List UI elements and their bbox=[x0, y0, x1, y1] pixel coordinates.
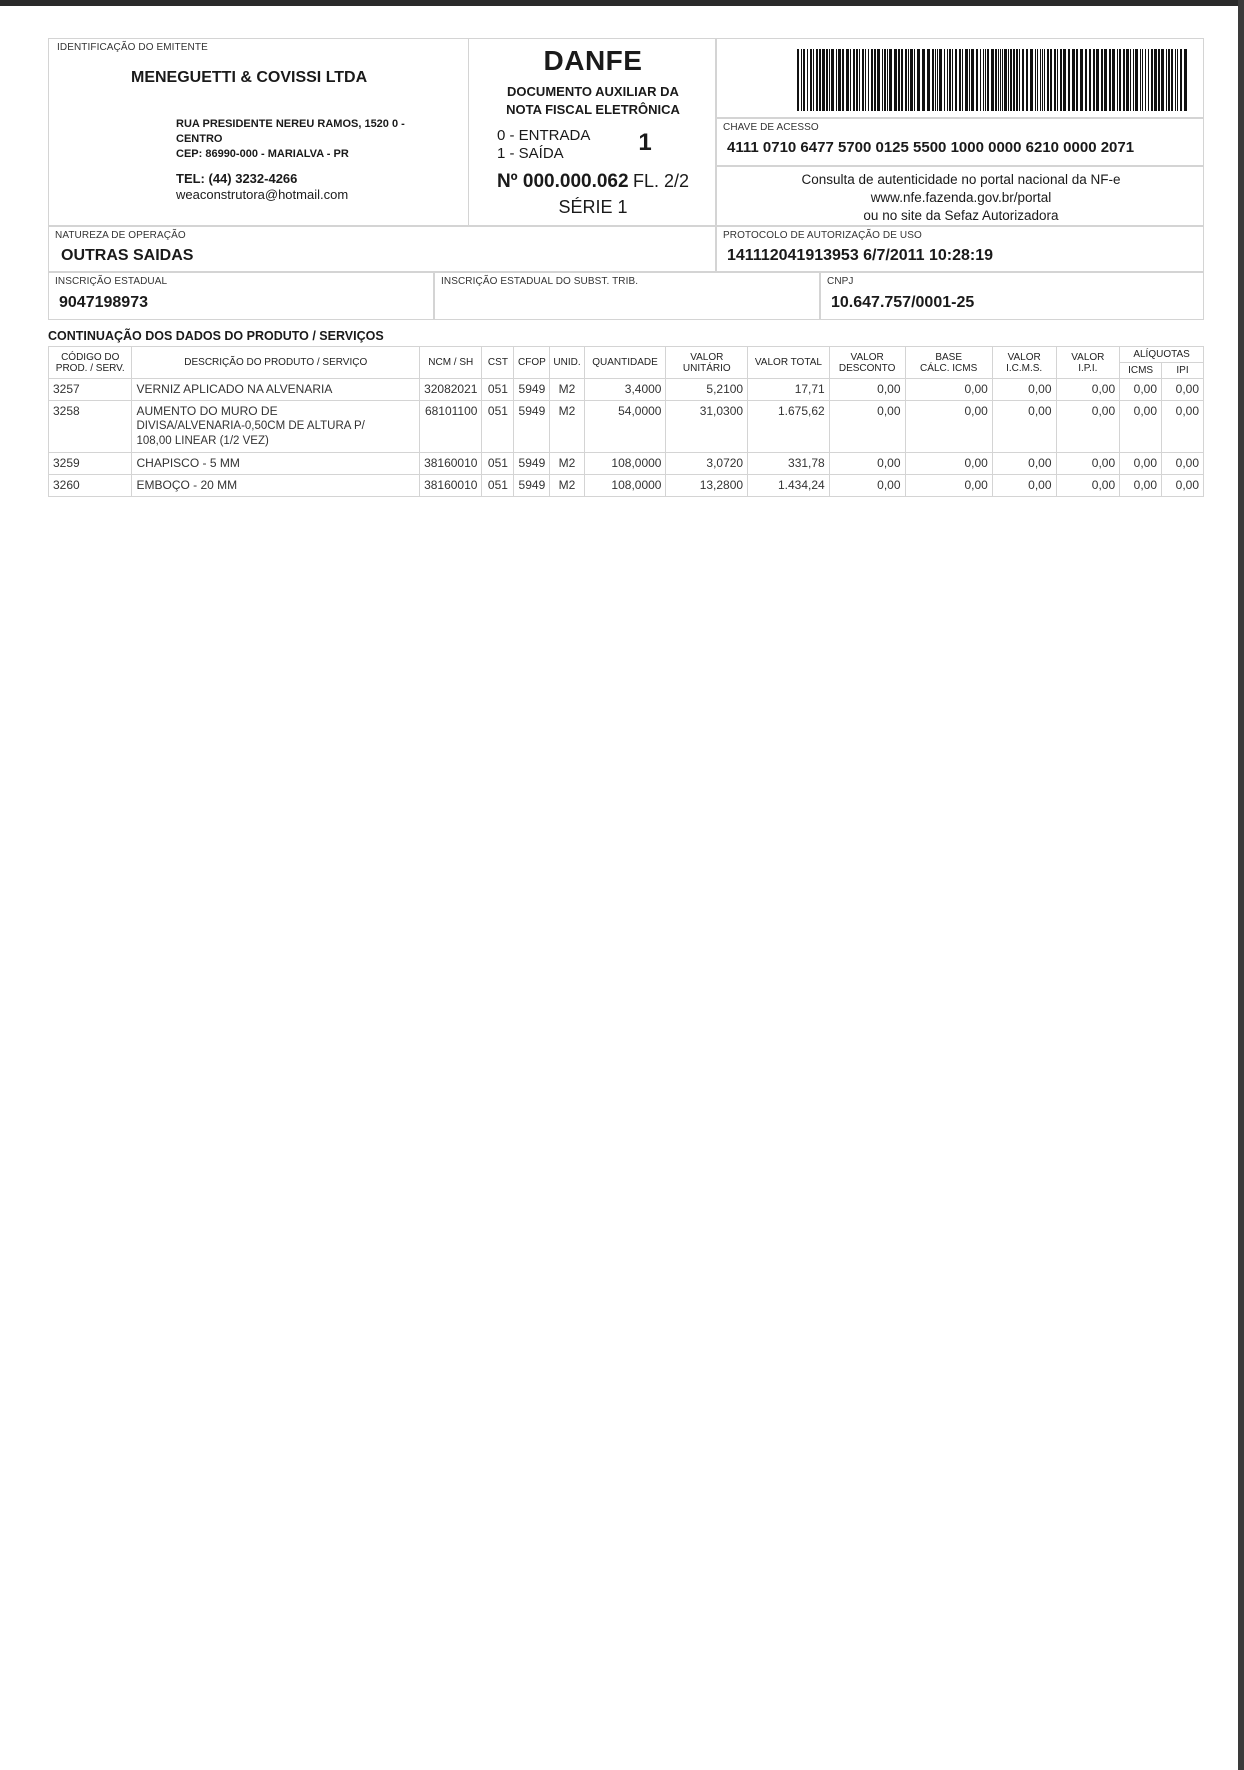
barcode-bar bbox=[1101, 49, 1103, 111]
barcode-bar bbox=[947, 49, 948, 111]
danfe-saida: 1 - SAÍDA bbox=[497, 145, 564, 162]
barcode-bar bbox=[1030, 49, 1033, 111]
barcode-bar bbox=[877, 49, 880, 111]
cell-cfop: 5949 bbox=[514, 453, 550, 475]
cell-cst: 051 bbox=[482, 475, 514, 497]
cnpj-box bbox=[820, 272, 1204, 320]
barcode-bar bbox=[831, 49, 834, 111]
barcode-bar bbox=[1112, 49, 1115, 111]
barcode-bar bbox=[1166, 49, 1167, 111]
danfe-folha: FL. 2/2 bbox=[633, 171, 690, 191]
barcode-bar bbox=[1044, 49, 1045, 111]
barcode-bar bbox=[1047, 49, 1049, 111]
cell-cst: 051 bbox=[482, 453, 514, 475]
barcode-bar bbox=[1000, 49, 1001, 111]
cell-vunit: 5,2100 bbox=[666, 379, 748, 401]
col-base-icms: BASE CÁLC. ICMS bbox=[905, 347, 992, 379]
barcode-bar bbox=[910, 49, 913, 111]
barcode-bar bbox=[803, 49, 805, 111]
col-aliq-ipi: IPI bbox=[1162, 363, 1204, 379]
natureza-value: OUTRAS SAIDAS bbox=[61, 247, 194, 264]
barcode-bar bbox=[859, 49, 860, 111]
barcode-bar bbox=[976, 49, 978, 111]
barcode-bar bbox=[1148, 49, 1149, 111]
cell-vtotal: 17,71 bbox=[748, 379, 830, 401]
barcode-bar bbox=[987, 49, 989, 111]
emitente-label: IDENTIFICAÇÃO DO EMITENTE bbox=[57, 42, 208, 53]
barcode-bar bbox=[1085, 49, 1087, 111]
barcode-bar bbox=[887, 49, 888, 111]
barcode-bar bbox=[826, 49, 828, 111]
protocolo-label: PROTOCOLO DE AUTORIZAÇÃO DE USO bbox=[723, 230, 922, 241]
barcode-bar bbox=[856, 49, 858, 111]
descricao-line: AUMENTO DO MURO DE bbox=[136, 404, 278, 418]
col-aliq-icms: ICMS bbox=[1120, 363, 1162, 379]
emitente-address-1: RUA PRESIDENTE NEREU RAMOS, 1520 0 - bbox=[176, 118, 405, 130]
table-row bbox=[49, 453, 1204, 475]
barcode-bar bbox=[797, 49, 799, 111]
barcode-bar bbox=[969, 49, 970, 111]
cell-vunit: 31,0300 bbox=[666, 401, 748, 453]
cell-codigo: 3259 bbox=[49, 453, 132, 475]
barcode-bar bbox=[1016, 49, 1018, 111]
cell-vipi: 0,00 bbox=[1056, 475, 1120, 497]
cell-descricao bbox=[132, 475, 420, 497]
barcode-bar bbox=[952, 49, 953, 111]
barcode-bar bbox=[874, 49, 876, 111]
cell-quantidade: 108,0000 bbox=[584, 475, 666, 497]
cell-base: 0,00 bbox=[905, 379, 992, 401]
cell-unid: M2 bbox=[550, 379, 584, 401]
barcode-bar bbox=[884, 49, 886, 111]
barcode-bar bbox=[927, 49, 930, 111]
barcode-bar bbox=[1109, 49, 1111, 111]
chave-value: 4111 0710 6477 5700 0125 5500 1000 0000 6210 0000 2071 bbox=[727, 139, 1135, 156]
cell-codigo: 3258 bbox=[49, 401, 132, 453]
cnpj-label: CNPJ bbox=[827, 276, 854, 287]
cell-aliq-ipi: 0,00 bbox=[1162, 401, 1204, 453]
barcode-bar bbox=[1175, 49, 1176, 111]
cell-vdesc: 0,00 bbox=[829, 379, 905, 401]
cell-vtotal: 1.434,24 bbox=[748, 475, 830, 497]
barcode-bar bbox=[1004, 49, 1007, 111]
cell-unid: M2 bbox=[550, 401, 584, 453]
barcode-bar bbox=[922, 49, 925, 111]
protocolo-value: 141112041913953 6/7/2011 10:28:19 bbox=[727, 247, 994, 264]
barcode-bar bbox=[853, 49, 855, 111]
table-row bbox=[49, 401, 1204, 453]
barcode-bar bbox=[882, 49, 883, 111]
barcode-bar bbox=[1123, 49, 1125, 111]
barcode-bar bbox=[1002, 49, 1003, 111]
barcode-bar bbox=[871, 49, 873, 111]
cell-vicms: 0,00 bbox=[992, 453, 1056, 475]
barcode-bar bbox=[842, 49, 844, 111]
barcode-bar bbox=[1093, 49, 1095, 111]
barcode-bar bbox=[865, 49, 866, 111]
barcode-bar bbox=[1154, 49, 1157, 111]
barcode-bar bbox=[998, 49, 999, 111]
barcode-bar bbox=[1145, 49, 1146, 111]
cell-vtotal: 331,78 bbox=[748, 453, 830, 475]
barcode-bar bbox=[1104, 49, 1107, 111]
barcode-image bbox=[797, 49, 1191, 111]
barcode-bar bbox=[1119, 49, 1121, 111]
cell-quantidade: 54,0000 bbox=[584, 401, 666, 453]
emitente-tel: TEL: (44) 3232-4266 bbox=[176, 171, 298, 186]
cell-vdesc: 0,00 bbox=[829, 475, 905, 497]
consulta-line-3: ou no site da Sefaz Autorizadora bbox=[863, 208, 1059, 223]
barcode-bar bbox=[949, 49, 951, 111]
descricao-line: VERNIZ APLICADO NA ALVENARIA bbox=[136, 382, 333, 396]
natureza-label: NATUREZA DE OPERAÇÃO bbox=[55, 230, 186, 241]
chave-label: CHAVE DE ACESSO bbox=[723, 122, 819, 133]
emitente-email: weaconstrutora@hotmail.com bbox=[176, 187, 349, 202]
cell-cst: 051 bbox=[482, 401, 514, 453]
cell-aliq-icms: 0,00 bbox=[1120, 453, 1162, 475]
col-aliquotas: ALÍQUOTAS bbox=[1120, 347, 1204, 363]
barcode-bar bbox=[838, 49, 841, 111]
col-valor-icms: VALOR I.C.M.S. bbox=[992, 347, 1056, 379]
barcode-bar bbox=[939, 49, 942, 111]
barcode-bar bbox=[846, 49, 849, 111]
cell-ncm: 38160010 bbox=[420, 453, 482, 475]
cell-aliq-ipi: 0,00 bbox=[1162, 475, 1204, 497]
scan-top-edge bbox=[0, 0, 1244, 6]
barcode-bar bbox=[822, 49, 825, 111]
barcode-bar bbox=[801, 49, 802, 111]
barcode-bar bbox=[1130, 49, 1131, 111]
barcode-bar bbox=[1019, 49, 1020, 111]
table-row bbox=[49, 475, 1204, 497]
cell-ncm: 32082021 bbox=[420, 379, 482, 401]
cnpj-value: 10.647.757/0001-25 bbox=[831, 294, 975, 311]
barcode-bar bbox=[985, 49, 986, 111]
barcode-bar bbox=[1013, 49, 1015, 111]
cell-quantidade: 108,0000 bbox=[584, 453, 666, 475]
barcode-bar bbox=[944, 49, 945, 111]
cell-base: 0,00 bbox=[905, 453, 992, 475]
barcode-bar bbox=[901, 49, 903, 111]
danfe-entrada: 0 - ENTRADA bbox=[497, 127, 591, 144]
cell-vdesc: 0,00 bbox=[829, 453, 905, 475]
cell-cfop: 5949 bbox=[514, 401, 550, 453]
col-valor-total: VALOR TOTAL bbox=[748, 347, 830, 379]
barcode-bar bbox=[1168, 49, 1170, 111]
cell-aliq-ipi: 0,00 bbox=[1162, 379, 1204, 401]
col-valor-unitario: VALOR UNITÁRIO bbox=[666, 347, 748, 379]
barcode-bar bbox=[1140, 49, 1141, 111]
protocolo-box bbox=[716, 226, 1204, 272]
inscricao-box bbox=[48, 272, 434, 320]
barcode-bar bbox=[1035, 49, 1036, 111]
cell-codigo: 3260 bbox=[49, 475, 132, 497]
consulta-box bbox=[716, 166, 1204, 226]
barcode-bar bbox=[810, 49, 812, 111]
cell-cfop: 5949 bbox=[514, 379, 550, 401]
barcode-bar bbox=[813, 49, 814, 111]
cell-unid: M2 bbox=[550, 475, 584, 497]
barcode-bar bbox=[894, 49, 897, 111]
barcode-bar bbox=[1158, 49, 1160, 111]
barcode-bar bbox=[991, 49, 994, 111]
section-title: CONTINUAÇÃO DOS DADOS DO PRODUTO / SERVIÇOS bbox=[48, 329, 384, 343]
barcode-bar bbox=[1184, 49, 1187, 111]
barcode-bar bbox=[1142, 49, 1143, 111]
barcode-bar bbox=[959, 49, 961, 111]
table-row bbox=[49, 379, 1204, 401]
cell-quantidade: 3,4000 bbox=[584, 379, 666, 401]
barcode-bar bbox=[1042, 49, 1043, 111]
barcode-bar bbox=[829, 49, 830, 111]
barcode-bar bbox=[1010, 49, 1012, 111]
descricao-line: DIVISA/ALVENARIA-0,50CM DE ALTURA P/ bbox=[136, 420, 365, 432]
danfe-subtitle-1: DOCUMENTO AUXILIAR DA bbox=[507, 84, 679, 99]
cell-vipi: 0,00 bbox=[1056, 453, 1120, 475]
products-table bbox=[48, 346, 1204, 497]
barcode-bar bbox=[980, 49, 981, 111]
emitente-name: MENEGUETTI & COVISSI LTDA bbox=[131, 69, 368, 86]
barcode-bar bbox=[935, 49, 936, 111]
barcode-bar bbox=[1080, 49, 1083, 111]
barcode-bar bbox=[1117, 49, 1118, 111]
descricao-line: 108,00 LINEAR (1/2 VEZ) bbox=[136, 435, 269, 447]
descricao-line: EMBOÇO - 20 MM bbox=[136, 478, 238, 492]
barcode-bar bbox=[889, 49, 892, 111]
cell-unid: M2 bbox=[550, 453, 584, 475]
barcode-bar bbox=[1072, 49, 1075, 111]
barcode-bar bbox=[917, 49, 920, 111]
danfe-numero: Nº 000.000.062 bbox=[496, 171, 629, 192]
col-cst: CST bbox=[482, 347, 514, 379]
barcode-bar bbox=[807, 49, 808, 111]
barcode-bar bbox=[862, 49, 864, 111]
barcode-bar bbox=[1151, 49, 1153, 111]
barcode-bar bbox=[1026, 49, 1028, 111]
barcode-bar bbox=[868, 49, 869, 111]
barcode-box bbox=[716, 38, 1204, 118]
barcode-bar bbox=[905, 49, 907, 111]
barcode-bar bbox=[1068, 49, 1070, 111]
barcode-bar bbox=[937, 49, 938, 111]
col-valor-desconto: VALOR DESCONTO bbox=[829, 347, 905, 379]
cell-vunit: 3,0720 bbox=[666, 453, 748, 475]
products-table-body bbox=[49, 379, 1204, 497]
cell-vipi: 0,00 bbox=[1056, 401, 1120, 453]
chave-box bbox=[716, 118, 1204, 166]
barcode-bar bbox=[1057, 49, 1058, 111]
barcode-bar bbox=[1076, 49, 1078, 111]
barcode-bar bbox=[1050, 49, 1052, 111]
barcode-bar bbox=[1126, 49, 1129, 111]
natureza-box bbox=[48, 226, 716, 272]
barcode-bar bbox=[983, 49, 984, 111]
inscricao-label: INSCRIÇÃO ESTADUAL bbox=[55, 276, 168, 287]
cell-vtotal: 1.675,62 bbox=[748, 401, 830, 453]
cell-aliq-icms: 0,00 bbox=[1120, 379, 1162, 401]
cell-codigo: 3257 bbox=[49, 379, 132, 401]
cell-cfop: 5949 bbox=[514, 475, 550, 497]
barcode-bar bbox=[836, 49, 837, 111]
inscricao-st-box bbox=[434, 272, 820, 320]
cell-descricao bbox=[132, 453, 420, 475]
cell-ncm: 68101100 bbox=[420, 401, 482, 453]
danfe-title-box bbox=[468, 38, 716, 226]
barcode-bar bbox=[1037, 49, 1038, 111]
barcode-bar bbox=[1022, 49, 1024, 111]
inscricao-value: 9047198973 bbox=[59, 294, 148, 311]
barcode-bar bbox=[971, 49, 974, 111]
col-descricao: DESCRIÇÃO DO PRODUTO / SERVIÇO bbox=[132, 347, 420, 379]
cell-aliq-icms: 0,00 bbox=[1120, 475, 1162, 497]
col-cfop: CFOP bbox=[514, 347, 550, 379]
consulta-line-2: www.nfe.fazenda.gov.br/portal bbox=[870, 190, 1052, 205]
cell-descricao bbox=[132, 379, 420, 401]
barcode-bar bbox=[1171, 49, 1173, 111]
barcode-bar bbox=[908, 49, 909, 111]
col-codigo: CÓDIGO DO PROD. / SERV. bbox=[49, 347, 132, 379]
danfe-title: DANFE bbox=[543, 45, 643, 76]
barcode-bar bbox=[1180, 49, 1182, 111]
cell-descricao bbox=[132, 401, 420, 453]
cell-cst: 051 bbox=[482, 379, 514, 401]
scan-right-edge bbox=[1238, 0, 1244, 1770]
barcode-bar bbox=[955, 49, 957, 111]
barcode-bar bbox=[1060, 49, 1062, 111]
barcode-bar bbox=[932, 49, 934, 111]
barcode-bar bbox=[965, 49, 968, 111]
barcode-bar bbox=[1161, 49, 1164, 111]
barcode-bar bbox=[995, 49, 997, 111]
cell-aliq-icms: 0,00 bbox=[1120, 401, 1162, 453]
cell-aliq-ipi: 0,00 bbox=[1162, 453, 1204, 475]
barcode-bar bbox=[1089, 49, 1091, 111]
cell-vdesc: 0,00 bbox=[829, 401, 905, 453]
barcode-bar bbox=[816, 49, 818, 111]
emitente-cep: CEP: 86990-000 - MARIALVA - PR bbox=[176, 148, 349, 160]
barcode-bar bbox=[898, 49, 900, 111]
consulta-line-1: Consulta de autenticidade no portal nacional da NF-e bbox=[801, 172, 1121, 187]
barcode-bar bbox=[1096, 49, 1099, 111]
cell-vipi: 0,00 bbox=[1056, 379, 1120, 401]
emitente-box bbox=[48, 38, 468, 226]
barcode-bar bbox=[1008, 49, 1009, 111]
cell-vicms: 0,00 bbox=[992, 401, 1056, 453]
barcode-bar bbox=[850, 49, 851, 111]
cell-ncm: 38160010 bbox=[420, 475, 482, 497]
barcode-bar bbox=[1063, 49, 1066, 111]
barcode-bar bbox=[914, 49, 915, 111]
cell-vicms: 0,00 bbox=[992, 379, 1056, 401]
cell-vicms: 0,00 bbox=[992, 475, 1056, 497]
barcode-bar bbox=[1177, 49, 1178, 111]
cell-vunit: 13,2800 bbox=[666, 475, 748, 497]
inscricao-st-label: INSCRIÇÃO ESTADUAL DO SUBST. TRIB. bbox=[441, 276, 639, 287]
barcode-bar bbox=[1054, 49, 1056, 111]
danfe-subtitle-2: NOTA FISCAL ELETRÔNICA bbox=[506, 102, 680, 117]
col-unid: UNID. bbox=[550, 347, 584, 379]
cell-base: 0,00 bbox=[905, 401, 992, 453]
col-valor-ipi: VALOR I.P.I. bbox=[1056, 347, 1120, 379]
col-quantidade: QUANTIDADE bbox=[584, 347, 666, 379]
danfe-tipo: 1 bbox=[638, 129, 652, 156]
danfe-serie: SÉRIE 1 bbox=[558, 197, 628, 217]
col-ncm: NCM / SH bbox=[420, 347, 482, 379]
barcode-bar bbox=[1040, 49, 1041, 111]
cell-base: 0,00 bbox=[905, 475, 992, 497]
barcode-bar bbox=[819, 49, 821, 111]
descricao-line: CHAPISCO - 5 MM bbox=[136, 456, 240, 470]
barcode-bar bbox=[1133, 49, 1134, 111]
barcode-bar bbox=[1135, 49, 1138, 111]
barcode-bar bbox=[962, 49, 963, 111]
emitente-address-2: CENTRO bbox=[176, 133, 223, 145]
